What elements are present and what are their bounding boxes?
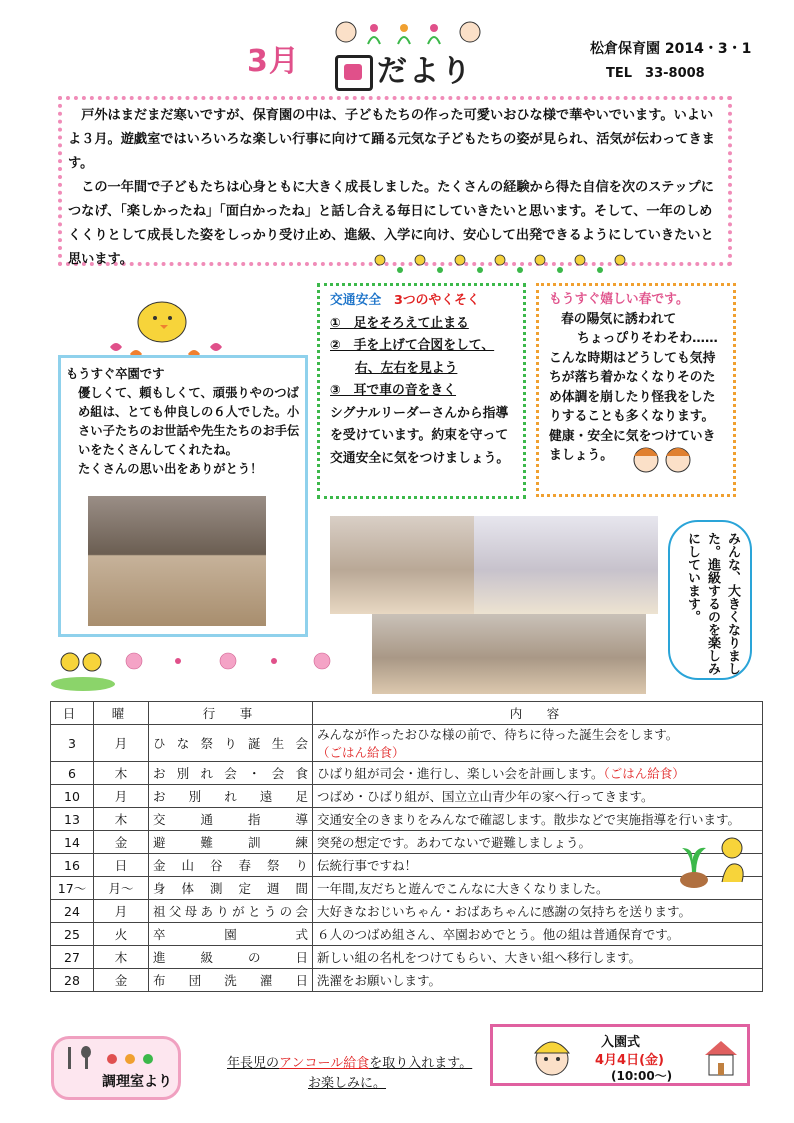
encore-lunch-text <box>227 1052 472 1071</box>
speech-bubble <box>668 520 752 680</box>
spring-title: もうすぐ嬉しい春です。 <box>549 292 689 307</box>
content-text: 突発の想定です。あわてないで避難しましょう。 <box>317 835 592 850</box>
cell-weekday: 木 <box>94 808 149 831</box>
traffic-rule-2a: ② 手を上げて合図をして、 <box>330 338 495 353</box>
content-text: 大好きなおじいちゃん・おばあちゃんに感謝の気持ちを送ります。 <box>317 904 692 919</box>
cell-weekday: 月～ <box>94 877 149 900</box>
cell-day: 10 <box>51 785 94 808</box>
spring-line-2: ちょっぴりそわそわ…… <box>577 331 718 346</box>
cell-weekday: 木 <box>94 946 149 969</box>
content-text: 伝統行事ですね！ <box>317 858 418 873</box>
class-photo-3 <box>372 614 646 694</box>
encore-highlight: アンコール給食 <box>279 1056 370 1071</box>
cell-day: 16 <box>51 854 94 877</box>
cell-weekday: 日 <box>94 854 149 877</box>
cell-day: 24 <box>51 900 94 923</box>
traffic-rule-1: ① 足をそろえて止まる <box>330 315 469 331</box>
header-weekday: 曜 <box>94 702 149 725</box>
traffic-body: シグナルリーダーさんから指導を受けています。約束を守って交通安全に気をつけましょう。 <box>330 405 510 466</box>
cell-content <box>313 946 763 969</box>
cell-weekday: 月 <box>94 900 149 923</box>
kids-on-grass-icon <box>48 640 118 692</box>
cell-weekday: 火 <box>94 923 149 946</box>
traffic-title-a: 交通安全 <box>330 293 382 308</box>
entrance-date: 4月4日(金) <box>595 1053 664 1068</box>
cell-event: お別れ遠足 <box>149 785 313 808</box>
cell-weekday: 金 <box>94 969 149 992</box>
cell-content <box>313 785 763 808</box>
table-header-row <box>51 702 763 725</box>
cell-day: 14 <box>51 831 94 854</box>
cell-day: 6 <box>51 762 94 785</box>
header-content: 内 容 <box>313 702 763 725</box>
table-row <box>51 923 763 946</box>
cell-day: 25 <box>51 923 94 946</box>
school-building-icon <box>701 1035 741 1079</box>
spring-line-1: 春の陽気に誘われて <box>561 311 677 327</box>
cell-weekday: 金 <box>94 831 149 854</box>
entrance-ceremony-box <box>490 1024 750 1086</box>
entrance-time: (10:00～) <box>611 1069 673 1083</box>
speech-bubble-text: みんな、大きくなりました。進級するのを楽しみにしています。 <box>685 532 740 675</box>
content-text: 洗濯をお願いします。 <box>317 973 442 988</box>
title-text: だより <box>377 54 473 89</box>
graduation-thanks: たくさんの思い出をありがとう！ <box>78 462 263 476</box>
content-note: （ごはん給食） <box>317 745 405 760</box>
kitchen-badge <box>51 1036 181 1100</box>
flower-decoration-row <box>370 250 640 280</box>
table-row <box>51 900 763 923</box>
intro-paragraph-2: この一年間で子どもたちは心身ともに大きく成長しました。たくさんの経験から得た自信を次のステップにつなげ、「楽しかったね」「面白かったね」と話し合える毎日にしていきたいと思います。そして、一年のしめくくりとして成長した姿をしっかり受け止め、進級、入学に向け、安心して出発できるようにしていきたいと思います。 <box>68 180 714 267</box>
content-text: つばめ・ひばり組が、国立立山青少年の家へ行ってきます。 <box>317 789 654 804</box>
cell-event: 交通指導 <box>149 808 313 831</box>
cell-event: お別れ会・会食 <box>149 762 313 785</box>
traffic-rule-3: ③ 耳で車の音をきく <box>330 383 457 398</box>
entrance-title: 入園式 <box>601 1035 641 1050</box>
table-row <box>51 808 763 831</box>
flower-border-icon <box>118 648 348 674</box>
encore-pre: 年長児の <box>227 1056 280 1071</box>
cell-content <box>313 725 763 762</box>
school-tel: TEL 33-8008 <box>606 66 705 81</box>
cell-day: 27 <box>51 946 94 969</box>
cell-event: ひな祭り誕生会 <box>149 725 313 762</box>
content-text: ６人のつばめ組さん、卒園おめでとう。他の組は普通保育です。 <box>317 927 680 942</box>
cell-event: 金山谷春祭り <box>149 854 313 877</box>
cell-weekday: 月 <box>94 725 149 762</box>
content-text: ひばり組が司会・進行し、楽しい会を計画します。 <box>317 766 604 781</box>
table-row <box>51 854 763 877</box>
sprout-and-worm-icon <box>672 824 756 890</box>
intro-paragraph-1: 戸外はまだまだ寒いですが、保育園の中は、子どもたちの作った可愛いおひな様で華やいでいます。いよいよ３月。遊戯室ではいろいろな楽しい行事に向けて踊る元気な子どもたちの姿が見られ、活気が伝わってきます。 <box>68 108 715 171</box>
spring-body: こんな時期はどうしても気持ちが落ち着かなくなりそのため体調を崩したり怪我をしたりすることも多くなります。健康・安全に気をつけていきましょう。 <box>549 350 716 463</box>
graduation-text <box>66 365 304 479</box>
graduation-body: 優しくて、頼もしくて、頑張りやのつばめ組は、とても仲良しの６人でした。小さい子たちのお世話や先生たちのお手伝いをたくさんしてくれたね。 <box>78 386 300 457</box>
content-text: みんなが作ったおひな様の前で、待ちに待った誕生会をします。 <box>317 727 679 742</box>
header-event: 行 事 <box>149 702 313 725</box>
cell-weekday: 月 <box>94 785 149 808</box>
cell-event: 布団洗濯日 <box>149 969 313 992</box>
cell-event: 祖父母ありがとうの会 <box>149 900 313 923</box>
cell-day: 3 <box>51 725 94 762</box>
class-photo-2 <box>474 516 658 614</box>
cell-content <box>313 900 763 923</box>
traffic-title <box>330 290 513 313</box>
cell-event: 身体測定週間 <box>149 877 313 900</box>
event-schedule-table <box>50 701 763 992</box>
chick-with-hearts-icon <box>100 292 230 362</box>
content-note: （ごはん給食） <box>603 766 685 781</box>
table-row <box>51 877 763 900</box>
garden-icon <box>335 55 373 91</box>
cell-event: 避難訓練 <box>149 831 313 854</box>
graduating-class-photo <box>88 496 266 626</box>
cell-event: 進級の日 <box>149 946 313 969</box>
header-day: 日 <box>51 702 94 725</box>
content-text: 交通安全のきまりをみんなで確認します。散歩などで実施指導を行います。 <box>317 812 741 827</box>
table-row <box>51 762 763 785</box>
content-text: 一年間,友だちと遊んでこんなに大きくなりました。 <box>317 881 609 896</box>
table-row <box>51 831 763 854</box>
school-name-date: 松倉保育園 2014・3・1 <box>590 41 752 57</box>
two-kids-icon <box>626 442 700 486</box>
child-face-icon <box>527 1033 577 1079</box>
enjoy-text: お楽しみに。 <box>308 1076 387 1091</box>
cell-content <box>313 762 763 785</box>
title-month: 3月 <box>247 44 300 79</box>
table-row <box>51 725 763 762</box>
intro-box <box>58 96 732 266</box>
cell-day: 13 <box>51 808 94 831</box>
cell-content <box>313 969 763 992</box>
traffic-title-b: 3つのやくそく <box>393 293 480 308</box>
cell-day: 17～ <box>51 877 94 900</box>
table-row <box>51 785 763 808</box>
newsletter-title <box>335 46 473 91</box>
table-row <box>51 969 763 992</box>
cell-weekday: 木 <box>94 762 149 785</box>
cell-day: 28 <box>51 969 94 992</box>
table-row <box>51 946 763 969</box>
kitchen-label: 調理室より <box>102 1074 172 1090</box>
traffic-rule-2b: 右、左右を見よう <box>355 360 458 376</box>
fork-spoon-icon <box>62 1045 172 1071</box>
encore-post: を取り入れます。 <box>369 1056 473 1071</box>
cell-content <box>313 923 763 946</box>
content-text: 新しい組の名札をつけてもらい、大きい組へ移行します。 <box>317 950 642 965</box>
graduation-title: もうすぐ卒園です <box>66 367 165 381</box>
traffic-safety-box <box>317 283 526 499</box>
cell-event: 卒園式 <box>149 923 313 946</box>
